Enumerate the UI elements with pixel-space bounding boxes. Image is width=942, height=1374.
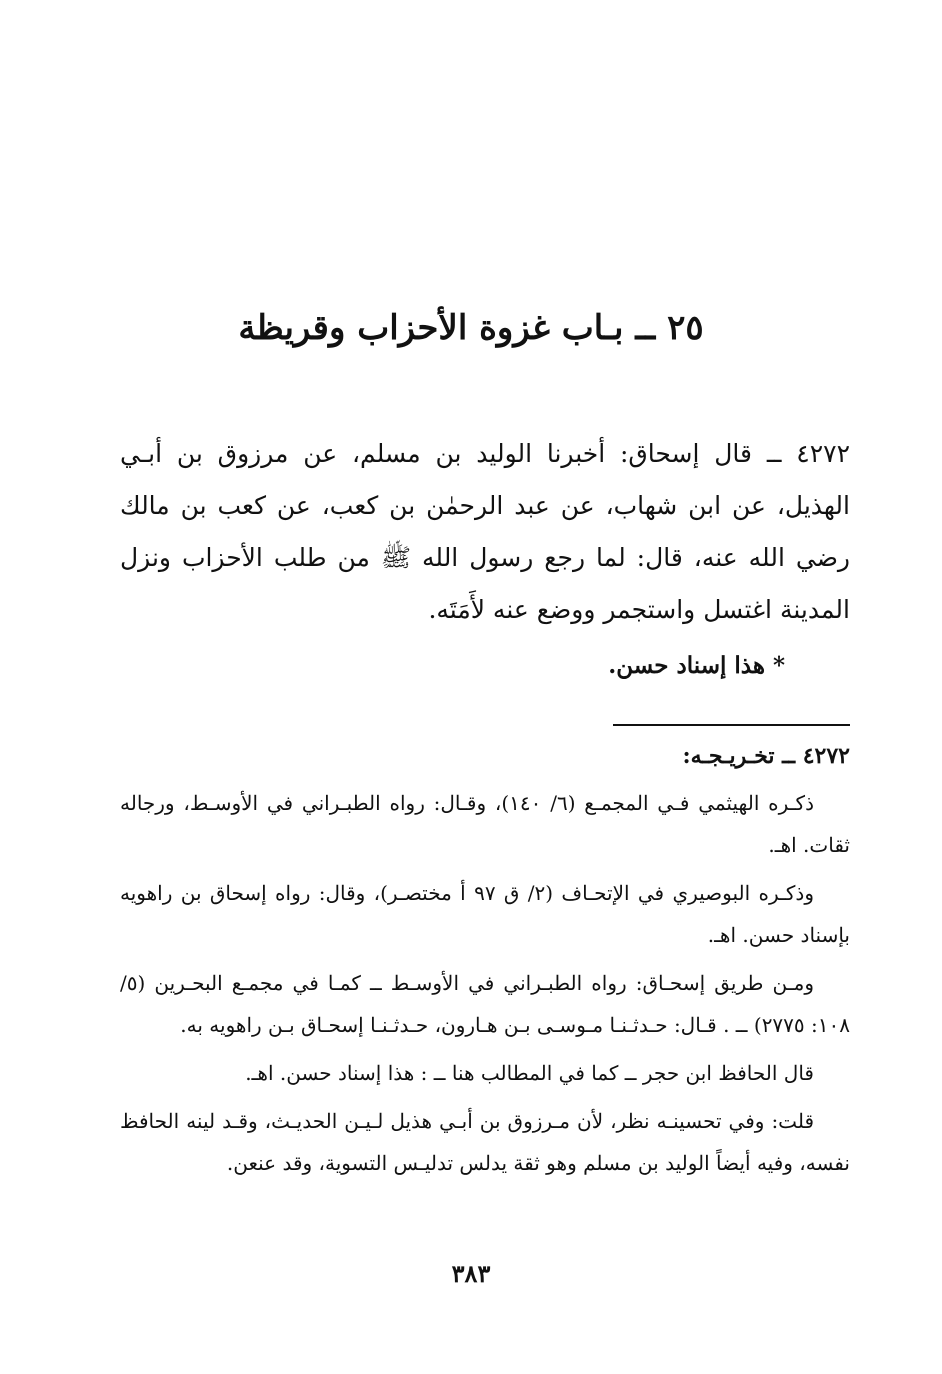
takhrij-notes (120, 782, 850, 1190)
grading-statement: * هذا إسناد حسن. (608, 652, 785, 679)
takhrij-paragraph: قلت: وفي تحسينـه نظر، لأن مـرزوق بن أبـي هذيل لـيـن الحديـث، وقـد لينه الحافظ نفسه، وفيه أيضاً الوليد بن مسلم وهو ثقة يدلس تدليـس التسوية، وقد عنعن. (120, 1109, 850, 1175)
takhrij-paragraph: ذكـره الهيثمي فـي المجمـع (٦/ ١٤٠)، وقـال: رواه الطبـراني في الأوسـط، ورجاله ثقات. اهـ. (120, 791, 850, 857)
chapter-title: ٢٥ ــ بـاب غزوة الأحزاب وقريظة (238, 308, 704, 348)
takhrij-paragraph: وذكـره البوصيري في الإتحـاف (٢/ ق ٩٧ أ مختصـر)، وقال: رواه إسحاق بن راهويه بإسناد حسن. اهـ. (120, 881, 850, 947)
page-number: ٣٨٣ (451, 1259, 491, 1288)
footnote-divider (613, 724, 850, 726)
takhrij-paragraph: قال الحافظ ابن حجر ــ كما في المطالب هنا ــ : هذا إسناد حسن. اهـ. (245, 1061, 814, 1085)
hadith-text: ٤٢٧٢ ــ قال إسحاق: أخبرنا الوليد بن مسلم، عن مرزوق بن أبـي الهذيل، عن ابن شهاب، عن عبد الرحمٰن بن كعب، عن كعب بن مالك رضي الله عنه، قال: لما رجع رسول الله ﷺ من طلب الأحزاب ونزل المدينة اغتسل واستجمر ووضع عنه لأَمَتَه. (120, 439, 850, 624)
takhrij-paragraph: ومـن طريق إسحـاق: رواه الطبـراني في الأوسـط ــ كمـا في مجمـع البحـرين (٥/ ١٠٨: ٢٧٧٥) ــ . قـال: حـدثـنـا مـوسـى بـن هـارون، حـدثـنـا إسحـاق بـن راهويه به. (120, 971, 850, 1037)
takhrij-heading: ٤٢٧٢ ــ تخـريـجـه: (682, 743, 850, 769)
